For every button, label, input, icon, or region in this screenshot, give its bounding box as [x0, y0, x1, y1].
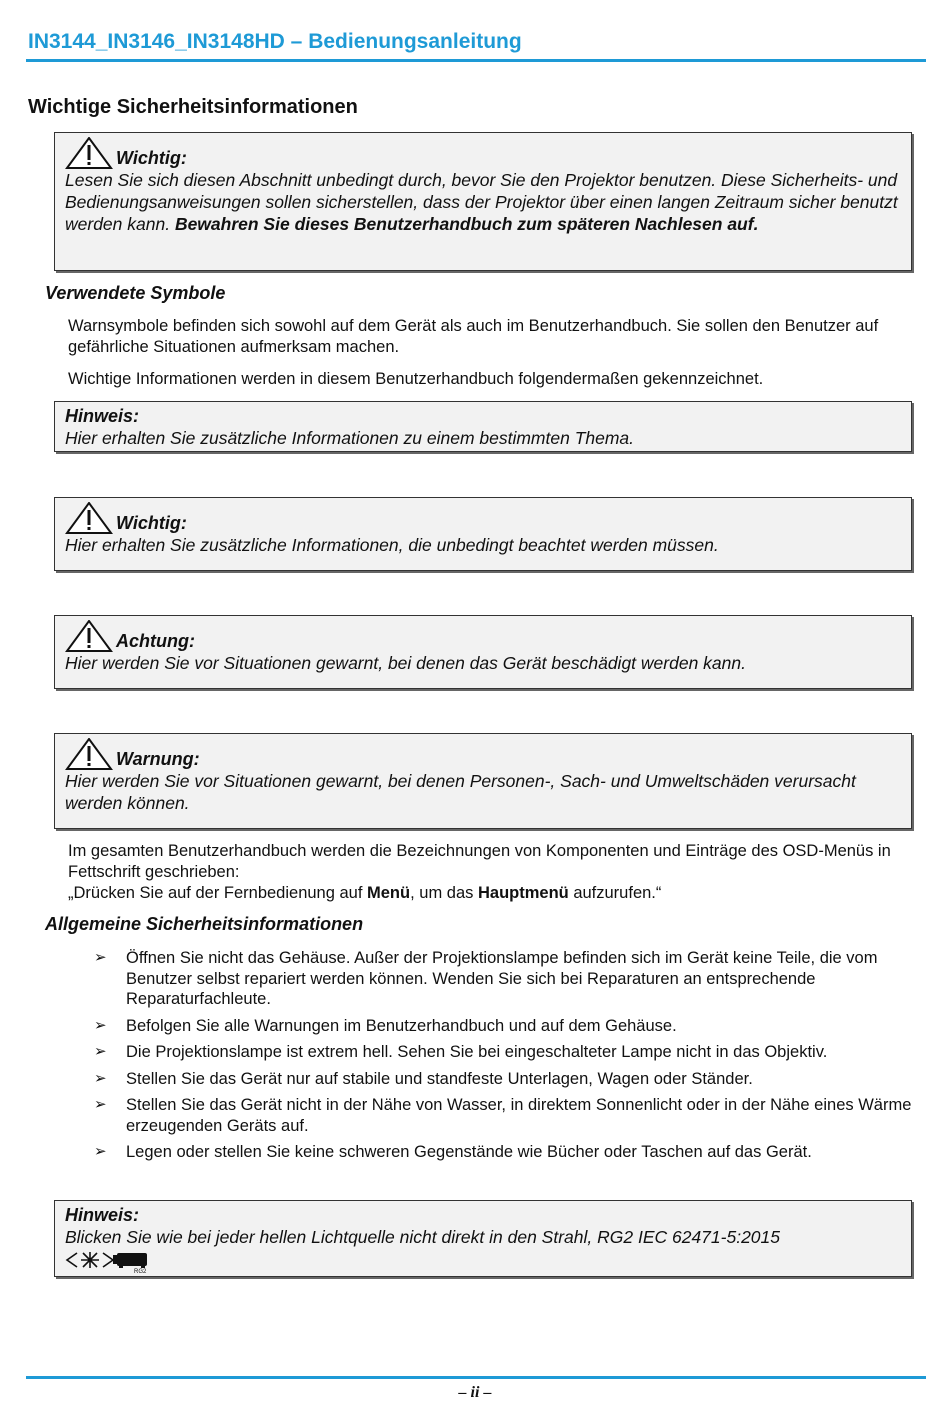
important-box — [54, 132, 912, 271]
document-title: IN3144_IN3146_IN3148HD – Bedienungsanleitung — [28, 30, 522, 53]
symbols-para2: Wichtige Informationen werden in diesem Benutzerhandbuch folgendermaßen gekennzeichnet. — [68, 370, 764, 388]
bold-note-quote — [68, 883, 908, 904]
list-item — [94, 1016, 924, 1037]
note-title: Hinweis: — [65, 406, 140, 426]
warning-triangle-icon — [65, 137, 113, 169]
bold-note — [68, 841, 908, 904]
quote-part3: aufzurufen.“ — [568, 884, 662, 902]
footer-rule — [26, 1376, 926, 1379]
caution-text: Hier werden Sie vor Situationen gewarnt, bei denen das Gerät beschädigt werden kann. — [65, 653, 746, 673]
important2-text: Hier erhalten Sie zusätzliche Informationen, die unbedingt beachtet werden müssen. — [65, 535, 719, 555]
quote-bold-menu: Menü — [367, 884, 411, 902]
warning-box — [54, 733, 912, 829]
list-item — [94, 1095, 924, 1136]
note2-text: Blicken Sie wie bei jeder hellen Lichtquelle nicht direkt in den Strahl, RG2 IEC 62471-5:2015 — [65, 1227, 781, 1247]
header-rule — [26, 59, 926, 62]
important-text-bold: Bewahren Sie dieses Benutzerhandbuch zum späteren Nachlesen auf. — [174, 214, 759, 234]
warning-triangle-icon — [65, 620, 113, 652]
warning-triangle-icon — [65, 738, 113, 770]
bold-note-line1: Im gesamten Benutzerhandbuch werden die Bezeichnungen von Komponenten und Einträge des OSD-Menüs in Fettschrift geschrieben: — [68, 842, 891, 881]
symbols-heading: Verwendete Symbole — [45, 283, 226, 303]
list-item-text: Stellen Sie das Gerät nicht in der Nähe von Wasser, in direktem Sonnenlicht oder in der Nähe eines Wärme erzeugenden Geräts auf. — [126, 1096, 912, 1135]
note-text: Hier erhalten Sie zusätzliche Informationen zu einem bestimmten Thema. — [65, 428, 635, 448]
symbols-para1: Warnsymbole befinden sich sowohl auf dem Gerät als auch im Benutzerhandbuch. Sie sollen den Benutzer auf gefährliche Situationen aufmerksam machen. — [68, 317, 879, 356]
page-number: – ii – — [458, 1384, 492, 1401]
warning-title: Warnung: — [116, 749, 200, 769]
arrow-bullet-icon: ➢ — [94, 1143, 107, 1160]
arrow-bullet-icon: ➢ — [94, 1016, 107, 1034]
rg2-label: RG2 — [134, 1269, 147, 1274]
list-item-text: Öffnen Sie nicht das Gehäuse. Außer der Projektionslampe befinden sich im Gerät keine Teile, die vom Benutzer selbst repariert werden können. Wenden Sie sich bei Reparaturen an entsprechende Reparaturfachleute. — [126, 949, 878, 1008]
arrow-bullet-icon: ➢ — [94, 1096, 107, 1113]
important2-title: Wichtig: — [116, 513, 187, 533]
general-heading: Allgemeine Sicherheitsinformationen — [45, 914, 364, 934]
list-item — [94, 1042, 924, 1063]
rg2-no-stare-icon — [65, 1250, 157, 1274]
arrow-bullet-icon: ➢ — [94, 1043, 107, 1060]
quote-part2: , um das — [410, 884, 478, 902]
arrow-bullet-icon: ➢ — [94, 1069, 107, 1087]
list-item-text: Befolgen Sie alle Warnungen im Benutzerhandbuch und auf dem Gehäuse. — [126, 1016, 677, 1035]
note2-title: Hinweis: — [65, 1205, 140, 1225]
arrow-bullet-icon: ➢ — [94, 949, 107, 966]
important-text — [65, 169, 901, 235]
warning-triangle-icon — [65, 502, 113, 534]
caution-box — [54, 615, 912, 689]
list-item — [94, 1142, 924, 1163]
list-item-text: Legen oder stellen Sie keine schweren Gegenstände wie Bücher oder Taschen auf das Gerät. — [126, 1143, 812, 1161]
general-list — [94, 948, 924, 1169]
list-item — [94, 1069, 924, 1090]
list-item — [94, 948, 924, 1010]
important-title: Wichtig: — [116, 148, 187, 168]
caution-title: Achtung: — [116, 631, 195, 651]
warning-text: Hier werden Sie vor Situationen gewarnt, bei denen Personen-, Sach- und Umweltschäden verursacht werden können. — [65, 771, 856, 813]
list-item-text: Die Projektionslampe ist extrem hell. Sehen Sie bei eingeschalteter Lampe nicht in das Objektiv. — [126, 1043, 828, 1061]
list-item-text: Stellen Sie das Gerät nur auf stabile und standfeste Unterlagen, Wagen oder Ständer. — [126, 1069, 753, 1088]
important-text-normal: Lesen Sie sich diesen Abschnitt unbedingt durch, bevor Sie den Projektor benutzen. Diese Sicherheits- und Bedienungsanweisungen sollen sicherstellen, dass der Projektor über einen langen Zeitraum sicher benutzt werden kann. — [65, 170, 898, 234]
note-box — [54, 401, 912, 452]
important-box-2 — [54, 497, 912, 571]
note-box-2 — [54, 1200, 912, 1277]
quote-bold-mainmenu: Hauptmenü — [477, 884, 569, 902]
quote-part1: „Drücken Sie auf der Fernbedienung auf — [68, 884, 368, 902]
section-title: Wichtige Sicherheitsinformationen — [28, 96, 358, 118]
